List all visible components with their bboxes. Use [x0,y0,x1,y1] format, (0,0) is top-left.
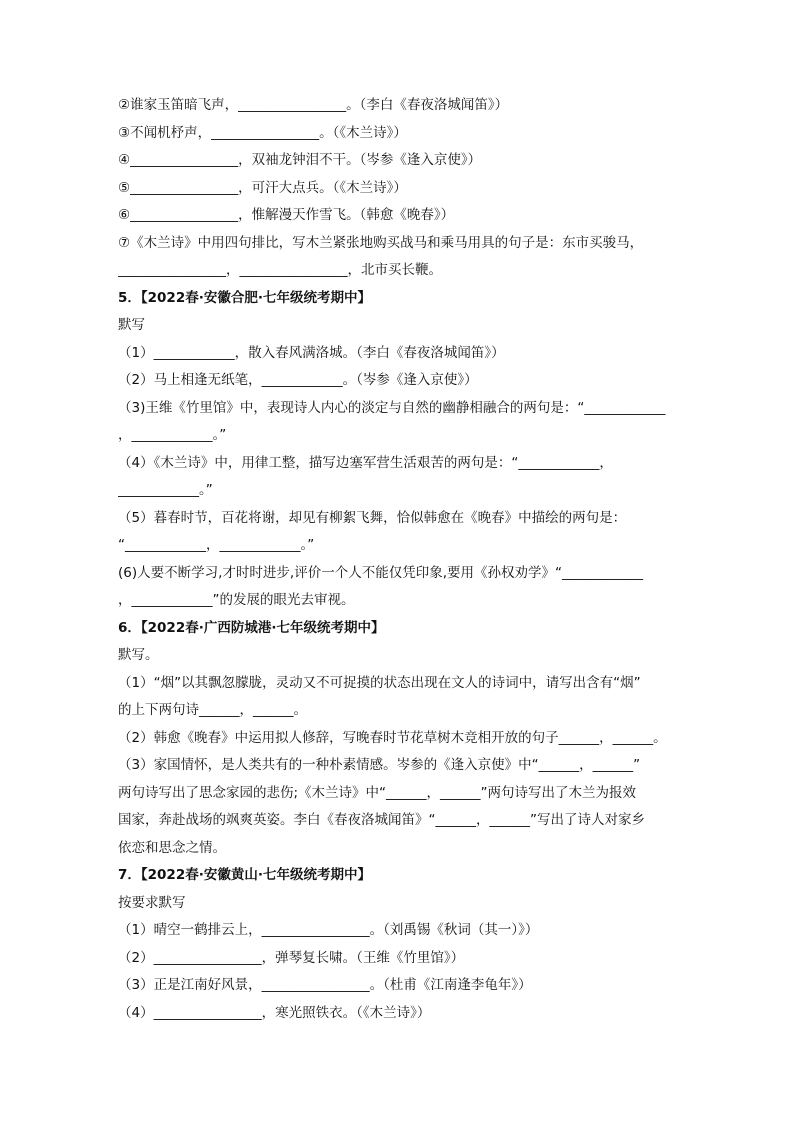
question-7-heading: 7．【2022春·安徽黄山·七年级统考期中】 [118,867,371,883]
question-6-heading: 6．【2022春·广西防城港·七年级统考期中】 [118,619,385,636]
question-6-item-2: （2）韩愈《晚春》中运用拟人修辞，写晚春时节花草树木竞相开放的句子______，______。 [118,729,667,746]
question-4-item-7: ⑦《木兰诗》中用四句排比，写木兰紧张地购买战马和乘马用具的句子是：东市买骏马， [118,234,644,251]
question-7-item-2: （2）________________，弹琴复长啸。（王维《竹里馆》） [118,949,465,966]
question-6-instruction: 默写。 [118,647,159,663]
question-4-item-7-continued: ________________，________________，北市买长鞭。 [118,262,442,278]
question-6-item-3-continued-1: 两句诗写出了思念家园的悲伤;《木兰诗》中“______，______”两句诗写出了木兰为报效 [118,784,637,801]
question-6-item-3: （3）家国情怀，是人类共有的一种朴素情感。岑参的《逢入京使》中“______，______” [118,757,641,773]
question-4-item-2: ②谁家玉笛暗飞声，________________。（李白《春夜洛城闻笛》） [118,97,509,113]
question-7-item-3: （3）正是江南好风景，________________。（杜甫《江南逢李龟年》） [118,977,532,993]
question-5-item-5: （5）暮春时节，百花将谢，却见有柳絮飞舞，恰似韩愈在《晚春》中描绘的两句是： [118,509,627,526]
question-6-item-1: （1）“烟”以其飘忽朦胧，灵动又不可捉摸的状态出现在文人的诗词中，请写出含有“烟” [118,674,641,691]
question-5-item-4: （4）《木兰诗》中，用律工整，描写边塞军营生活艰苦的两句是：“____________， [118,454,613,471]
question-7-item-4: （4）________________，寒光照铁衣。（《木兰诗》） [118,1004,431,1021]
question-5-item-2: （2）马上相逢无纸笔，____________。（岑参《逢入京使》） [118,372,478,388]
question-5-item-3-continued: ，____________。” [118,427,227,443]
question-5-item-1: （1）____________，散入春风满洛城。（李白《春夜洛城闻笛》） [118,344,505,361]
question-4-item-5: ⑤________________，可汗大点兵。（《木兰诗》） [118,179,407,196]
question-6-item-1-continued: 的上下两句诗______，______。 [118,702,307,718]
question-5-item-4-continued: ____________。” [118,482,213,498]
question-5-item-6: (6)人要不断学习,才时时进步,评价一个人不能仅凭印象,要用《孙权劝学》“____________ [118,564,643,581]
question-7-item-1: （1）晴空一鹤排云上，________________。（刘禹锡《秋词（其一）》） [118,922,539,938]
question-5-instruction: 默写 [118,317,145,333]
question-7-instruction: 按要求默写 [118,894,186,911]
question-4-item-4: ④________________，双袖龙钟泪不干。（岑参《逢入京使》） [118,152,482,168]
document-page [118,92,678,1027]
question-6-item-3-continued-2: 国家，奔赴战场的飒爽英姿。李白《春夜洛城闻笛》“______，______”写出了诗人对家乡 [118,812,645,828]
question-4-item-6: ⑥________________，惟解漫天作雪飞。（韩愈《晚春》） [118,207,455,223]
question-5-item-6-continued: ，____________”的发展的眼光去审视。 [118,592,355,608]
question-5-heading: 5．【2022春·安徽合肥·七年级统考期中】 [118,289,371,306]
question-6-item-3-continued-3: 依恋和思念之情。 [118,839,226,856]
question-5-item-5-continued: “____________，____________。” [118,537,315,553]
question-4-item-3: ③不闻机杼声，________________。（《木兰诗》） [118,124,407,141]
question-5-item-3: （3)王维《竹里馆》中，表现诗人内心的淡定与自然的幽静相融合的两句是：“____________ [118,399,666,416]
